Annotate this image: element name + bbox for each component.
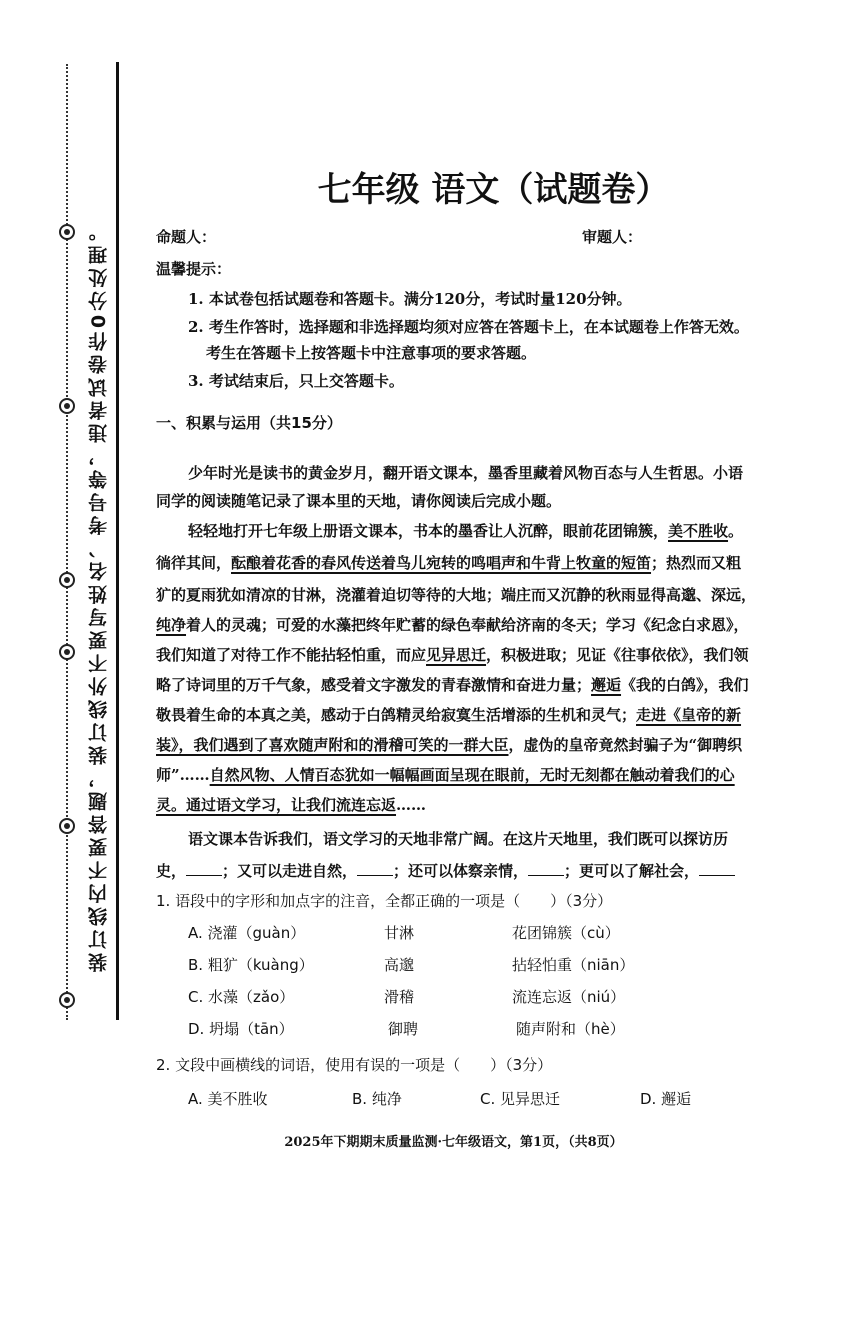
- binding-notice: 装订线内不要答题，装订线外不要写姓名、考号等，违者试卷作0分处理。: [88, 218, 110, 972]
- passage-line: 犷的夏雨犹如清凉的甘淋，浇灌着迫切等待的大地；端庄而又沉静的秋雨显得高邈、深远，: [156, 586, 757, 604]
- continuation-line: 语文课本告诉我们，语文学习的天地非常广阔。在这片天地里，我们既可以探访历: [188, 830, 729, 848]
- tips-label: 温馨提示：: [156, 260, 232, 278]
- underlined-phrase: 纯净: [156, 616, 187, 634]
- passage-line: 轻轻地打开七年级上册语文课本，书本的墨香让人沉醉，眼前花团锦簇，美不胜收。: [188, 522, 744, 540]
- q1-option-b-3: 拈轻怕重（niān）: [512, 956, 635, 974]
- q1-option-a-3: 花团锦簇（cù）: [512, 924, 620, 942]
- continuation-line: 史， ；又可以走进自然， ；还可以体察亲情， ；更可以了解社会，: [156, 860, 735, 881]
- page-title: 七年级 语文（试题卷）: [317, 170, 670, 210]
- passage-line: 略了诗词里的万千气象，感受着文字激发的青春激情和奋进力量；邂逅《我的白鸽》，我们: [156, 676, 749, 694]
- question-2-stem: 2. 文段中画横线的词语，使用有误的一项是（ ）（3分）: [156, 1056, 553, 1074]
- passage-line: 灵。通过语文学习，让我们流连忘返……: [156, 796, 427, 814]
- q1-option-b-1: B. 粗犷（kuàng）: [188, 956, 314, 974]
- q1-option-c-1: C. 水藻（zǎo）: [188, 988, 295, 1006]
- intro-line: 同学的阅读随笔记录了课本里的天地，请你阅读后完成小题。: [156, 492, 562, 510]
- author-label: 命题人：: [156, 228, 217, 246]
- passage-line: 纯净着人的灵魂；可爱的水藻把终年贮蓄的绿色奉献给济南的冬天；学习《纪念白求恩》，: [156, 616, 749, 634]
- page-footer: 2025年下期期末质量监测·七年级语文，第1页，（共8页）: [284, 1135, 623, 1150]
- q1-option-d-1: D. 坍塌（tān）: [188, 1020, 294, 1038]
- tip-3: 3. 考试结束后，只上交答题卡。: [188, 372, 404, 390]
- underlined-phrase: 装》，我们遇到了喜欢随声附和的滑稽可笑的一群大臣: [156, 736, 509, 754]
- intro-line: 少年时光是读书的黄金岁月，翻开语文课本，墨香里藏着风物百态与人生哲思。小语: [188, 464, 744, 482]
- q1-option-c-3: 流连忘返（niú）: [512, 988, 626, 1006]
- passage-line: 师”……自然风物、人情百态犹如一幅幅画面呈现在眼前，无时无刻都在触动着我们的心: [156, 766, 735, 784]
- tip-1: 1. 本试卷包括试题卷和答题卡。满分120分，考试时量120分钟。: [188, 290, 632, 308]
- passage-line: 装》，我们遇到了喜欢随声附和的滑稽可笑的一群大臣，虚伪的皇帝竟然封骗子为“御聘织: [156, 736, 743, 754]
- q1-option-d-2: 御聘: [388, 1020, 419, 1038]
- q1-option-a-2: 甘淋: [384, 924, 415, 942]
- question-1-stem: 1. 语段中的字形和加点字的注音，全都正确的一项是（ ）（3分）: [156, 892, 613, 910]
- passage-line: 我们知道了对待工作不能拈轻怕重，而应见异思迁，积极进取；见证《往事依依》，我们领: [156, 646, 749, 664]
- binding-hole-icon: [59, 992, 75, 1008]
- q1-option-c-2: 滑稽: [384, 988, 415, 1006]
- q1-option-b-2: 高邈: [384, 956, 415, 974]
- underlined-phrase: 自然风物、人情百态犹如一幅幅画面呈现在眼前，无时无刻都在触动着我们的心: [209, 766, 735, 784]
- reviewer-label: 审题人：: [582, 228, 643, 246]
- tip-2-continued: 考生在答题卡上按答题卡中注意事项的要求答题。: [206, 344, 537, 362]
- q1-option-a-1: A. 浇灌（guàn）: [188, 924, 306, 942]
- q2-option-d: D. 邂逅: [640, 1090, 692, 1108]
- passage-line: 敬畏着生命的本真之美，感动于白鸽精灵给寂寞生活增添的生机和灵气；走进《皇帝的新: [156, 706, 742, 724]
- passage-line: 徜徉其间，酝酿着花香的春风传送着鸟儿宛转的鸣唱声和牛背上牧童的短笛；热烈而又粗: [156, 554, 742, 572]
- q2-option-c: C. 见异思迁: [480, 1090, 561, 1108]
- tip-2: 2. 考生作答时，选择题和非选择题均须对应答在答题卡上，在本试题卷上作答无效。: [188, 318, 749, 336]
- answer-blank[interactable]: [357, 861, 393, 876]
- answer-blank[interactable]: [699, 861, 735, 876]
- underlined-phrase: 邂逅: [591, 676, 622, 694]
- q2-option-a: A. 美不胜收: [188, 1090, 268, 1108]
- q1-option-d-3: 随声附和（hè）: [516, 1020, 625, 1038]
- underlined-phrase: 灵。通过语文学习，让我们流连忘返: [156, 796, 397, 814]
- underlined-phrase: 走进《皇帝的新: [636, 706, 742, 724]
- section-heading: 一、积累与运用（共15分）: [156, 414, 342, 432]
- q2-option-b: B. 纯净: [352, 1090, 402, 1108]
- answer-blank[interactable]: [528, 861, 564, 876]
- answer-blank[interactable]: [186, 861, 222, 876]
- underlined-phrase: 美不胜收: [668, 522, 729, 540]
- underlined-phrase: 见异思迁: [426, 646, 487, 664]
- underlined-phrase: 酝酿着花香的春风传送着鸟儿宛转的鸣唱声和牛背上牧童的短笛: [231, 554, 652, 572]
